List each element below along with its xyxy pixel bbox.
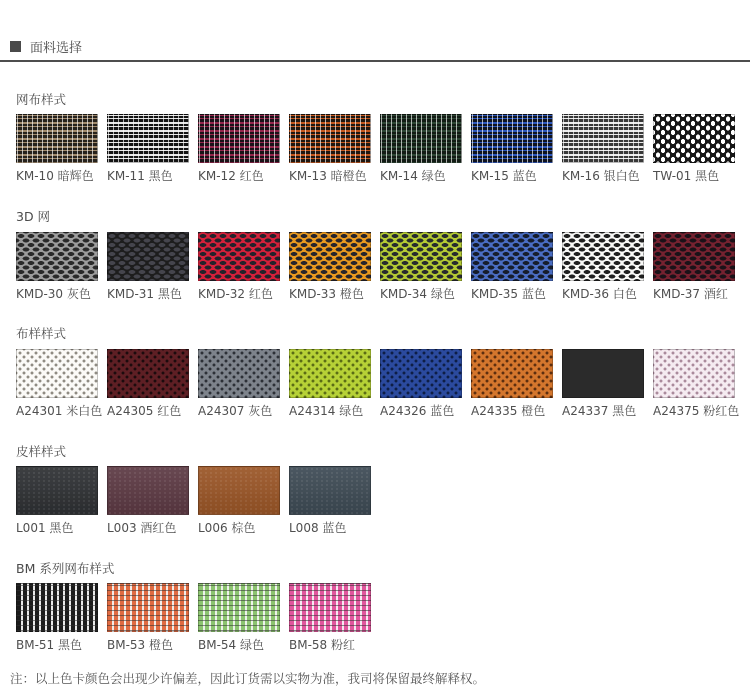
- fabric-swatch-label: L001 黑色: [16, 520, 74, 535]
- fabric-swatch-label: A24335 橙色: [471, 403, 546, 418]
- swatch-row: [16, 114, 750, 184]
- fabric-swatch-tile: [653, 114, 735, 163]
- fabric-swatch: [471, 349, 553, 419]
- fabric-section: [16, 562, 750, 653]
- fabric-swatch: [198, 232, 280, 302]
- fabric-swatch: [289, 583, 371, 653]
- swatch-row: [16, 232, 750, 302]
- fabric-swatch-label: KM-12 红色: [198, 169, 264, 184]
- fabric-swatch-label: KMD-35 蓝色: [471, 286, 546, 301]
- fabric-swatch-tile: [16, 583, 98, 632]
- fabric-swatch-tile: [471, 114, 553, 163]
- section-title: 网布样式: [16, 92, 67, 107]
- fabric-swatch-label: A24326 蓝色: [380, 403, 455, 418]
- fabric-swatch-label: L008 蓝色: [289, 520, 347, 535]
- fabric-swatch-tile: [16, 349, 98, 398]
- fabric-swatch-tile: [16, 114, 98, 163]
- fabric-swatch-label: KMD-30 灰色: [16, 286, 91, 301]
- fabric-swatch-tile: [289, 349, 371, 398]
- fabric-swatch: [107, 232, 189, 302]
- fabric-swatch: [198, 583, 280, 653]
- fabric-swatch-tile: [107, 349, 189, 398]
- fabric-swatch: [107, 466, 189, 536]
- fabric-swatch: [107, 114, 189, 184]
- page-header: [10, 39, 750, 54]
- fabric-swatch-tile: [471, 232, 553, 281]
- fabric-swatch: [16, 349, 103, 419]
- fabric-swatch-tile: [562, 349, 644, 398]
- fabric-swatch: [380, 232, 462, 302]
- fabric-swatch-tile: [198, 466, 280, 515]
- fabric-swatch-tile: [198, 349, 280, 398]
- fabric-swatch-label: KMD-36 白色: [562, 286, 637, 301]
- section-title: 3D 网: [16, 209, 51, 225]
- fabric-swatch-label: KM-10 暗辉色: [16, 169, 94, 184]
- fabric-swatch-tile: [198, 583, 280, 632]
- fabric-swatch: [289, 466, 371, 536]
- fabric-swatch-tile: [380, 232, 462, 281]
- fabric-swatch: [653, 114, 735, 184]
- fabric-swatch: [198, 466, 280, 536]
- fabric-swatch-label: KM-15 蓝色: [471, 169, 537, 184]
- fabric-swatch: [16, 466, 98, 536]
- fabric-swatch-label: KM-13 暗橙色: [289, 169, 367, 184]
- fabric-section: [16, 210, 750, 301]
- header-divider: [0, 60, 750, 62]
- fabric-swatch-tile: [653, 232, 735, 281]
- fabric-swatch-tile: [562, 114, 644, 163]
- section-title: 皮样样式: [16, 443, 67, 459]
- fabric-swatch-label: A24305 红色: [107, 403, 182, 418]
- fabric-swatch-label: KMD-37 酒红: [653, 286, 728, 301]
- fabric-swatch: [198, 114, 280, 184]
- fabric-swatch-label: KMD-32 红色: [198, 286, 273, 301]
- fabric-section: [16, 445, 750, 536]
- fabric-swatch: [289, 349, 371, 419]
- swatch-row: [16, 466, 750, 536]
- fabric-swatch-tile: [471, 349, 553, 398]
- fabric-swatch-label: KMD-34 绿色: [380, 286, 455, 301]
- fabric-swatch-label: KM-14 绿色: [380, 169, 446, 184]
- fabric-swatch-label: KM-16 银白色: [562, 169, 640, 184]
- fabric-sections: [16, 93, 750, 653]
- fabric-swatch-tile: [380, 349, 462, 398]
- section-title: BM 系列网布样式: [16, 560, 115, 576]
- fabric-swatch-tile: [289, 114, 371, 163]
- fabric-swatch: [16, 114, 98, 184]
- fabric-swatch-tile: [107, 114, 189, 163]
- fabric-swatch-tile: [16, 466, 98, 515]
- fabric-swatch-tile: [107, 232, 189, 281]
- fabric-swatch-label: A24314 绿色: [289, 403, 364, 418]
- fabric-swatch: [198, 349, 280, 419]
- fabric-swatch-tile: [289, 583, 371, 632]
- fabric-swatch-tile: [107, 466, 189, 515]
- fabric-swatch-label: L003 酒红色: [107, 520, 177, 535]
- fabric-swatch-tile: [198, 232, 280, 281]
- fabric-swatch: [107, 349, 189, 419]
- fabric-swatch-label: L006 棕色: [198, 520, 256, 535]
- fabric-swatch-label: A24337 黑色: [562, 403, 637, 418]
- fabric-swatch-label: A24375 粉红色: [653, 403, 740, 418]
- fabric-swatch-label: KMD-31 黑色: [107, 286, 182, 301]
- fabric-swatch: [289, 232, 371, 302]
- fabric-swatch-tile: [653, 349, 735, 398]
- fabric-swatch: [16, 583, 98, 653]
- fabric-swatch-tile: [289, 466, 371, 515]
- fabric-swatch-label: BM-58 粉红: [289, 638, 356, 653]
- fabric-swatch: [380, 114, 462, 184]
- fabric-swatch: [107, 583, 189, 653]
- fabric-swatch: [16, 232, 98, 302]
- fabric-swatch: [289, 114, 371, 184]
- fabric-swatch: [471, 232, 553, 302]
- section-title: 布样样式: [16, 326, 67, 342]
- fabric-swatch: [562, 349, 644, 419]
- swatch-row: [16, 583, 750, 653]
- swatch-row: [16, 349, 750, 419]
- fabric-swatch-tile: [562, 232, 644, 281]
- fabric-swatch-tile: [380, 114, 462, 163]
- fabric-swatch-label: A24307 灰色: [198, 403, 273, 418]
- fabric-swatch-label: TW-01 黑色: [653, 169, 720, 184]
- fabric-swatch-label: BM-51 黑色: [16, 638, 83, 653]
- fabric-section: [16, 93, 750, 184]
- fabric-section: [16, 327, 750, 418]
- fabric-swatch: [380, 349, 462, 419]
- page-title: 面料选择: [30, 41, 83, 56]
- fabric-swatch: [471, 114, 553, 184]
- fabric-swatch-tile: [16, 232, 98, 281]
- fabric-swatch-label: A24301 米白色: [16, 403, 103, 418]
- fabric-swatch: [562, 232, 644, 302]
- fabric-swatch-tile: [289, 232, 371, 281]
- fabric-swatch-label: BM-53 橙色: [107, 638, 174, 653]
- fabric-swatch-tile: [107, 583, 189, 632]
- fabric-swatch-tile: [198, 114, 280, 163]
- fabric-swatch: [653, 349, 740, 419]
- fabric-swatch-label: BM-54 绿色: [198, 638, 265, 653]
- fabric-swatch-label: KM-11 黑色: [107, 169, 173, 184]
- fabric-swatch: [653, 232, 735, 302]
- disclaimer-note: 注：以上色卡颜色会出现少许偏差，因此订货需以实物为准，我司将保留最终解释权。: [10, 670, 486, 686]
- header-bullet-icon: [10, 41, 21, 52]
- fabric-swatch: [562, 114, 644, 184]
- fabric-swatch-label: KMD-33 橙色: [289, 286, 364, 301]
